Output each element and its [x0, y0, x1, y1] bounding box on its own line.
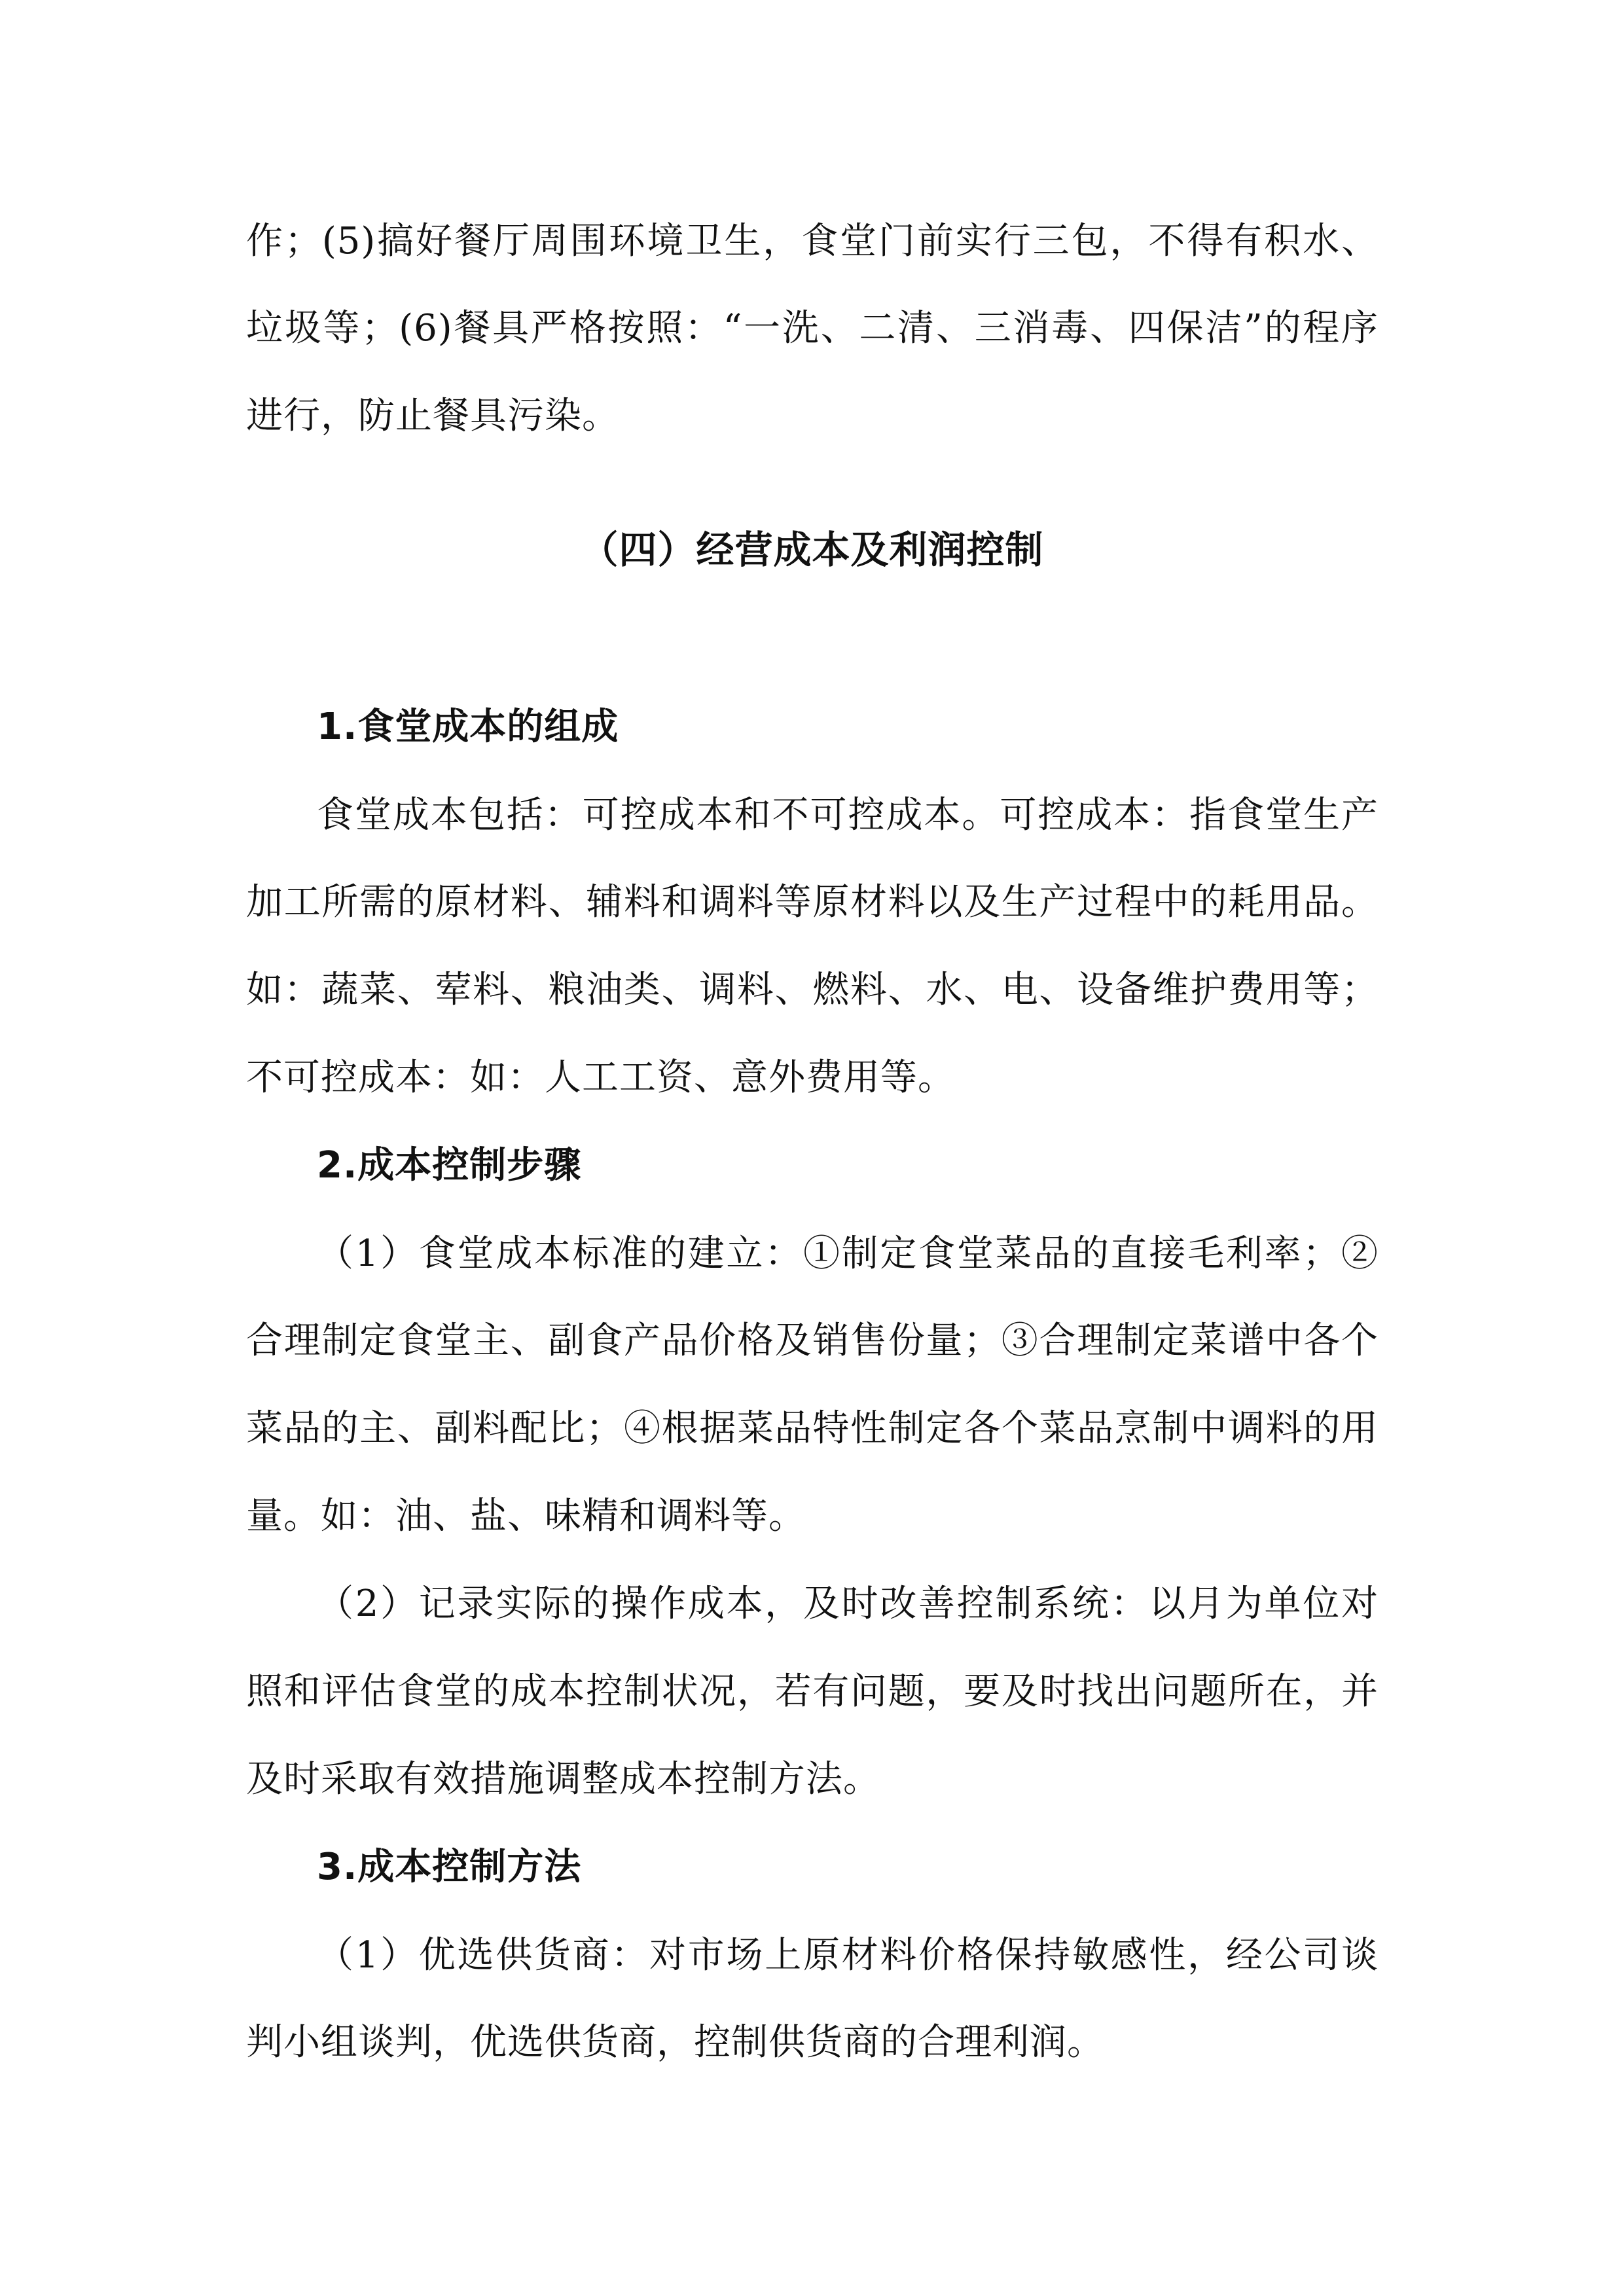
part2-item1-line-1: （1）食堂成本标准的建立：①制定食堂菜品的直接毛利率；② — [317, 1232, 1379, 1275]
intro-line-2: 垃圾等；(6)餐具严格按照：“一洗、二清、三消毒、四保洁”的程序 — [246, 307, 1379, 350]
part2-item1-line-2: 合理制定食堂主、副食产品价格及销售份量；③合理制定菜谱中各个 — [246, 1319, 1379, 1362]
intro-line-3: 进行，防止餐具污染。 — [246, 395, 619, 437]
part1-line-4: 不可控成本：如：人工工资、意外费用等。 — [246, 1056, 955, 1099]
part1-heading: 1.食堂成本的组成 — [317, 706, 619, 748]
part2-heading: 2.成本控制步骤 — [317, 1144, 582, 1187]
part1-line-1: 食堂成本包括：可控成本和不可控成本。可控成本：指食堂生产 — [317, 794, 1379, 836]
section-title: （四）经营成本及利润控制 — [580, 528, 1044, 572]
part2-item2-line-3: 及时采取有效措施调整成本控制方法。 — [246, 1758, 880, 1801]
part1-line-3: 如：蔬菜、荤料、粮油类、调料、燃料、水、电、设备维护费用等； — [246, 969, 1379, 1011]
part2-item2-line-2: 照和评估食堂的成本控制状况，若有问题，要及时找出问题所在，并 — [246, 1670, 1379, 1713]
part1-line-2: 加工所需的原材料、辅料和调料等原材料以及生产过程中的耗用品。 — [246, 881, 1379, 924]
part2-item1-line-4: 量。如：油、盐、味精和调料等。 — [246, 1495, 806, 1537]
part3-item1-line-2: 判小组谈判，优选供货商，控制供货商的合理利润。 — [246, 2021, 1104, 2064]
part2-item1-line-3: 菜品的主、副料配比；④根据菜品特性制定各个菜品烹制中调料的用 — [246, 1407, 1379, 1450]
part2-item2-line-1: （2）记录实际的操作成本，及时改善控制系统：以月为单位对 — [317, 1583, 1379, 1625]
intro-line-1: 作；(5)搞好餐厅周围环境卫生，食堂门前实行三包，不得有积水、 — [246, 220, 1379, 262]
part3-heading: 3.成本控制方法 — [317, 1846, 582, 1888]
part3-item1-line-1: （1）优选供货商：对市场上原材料价格保持敏感性，经公司谈 — [317, 1934, 1379, 1977]
